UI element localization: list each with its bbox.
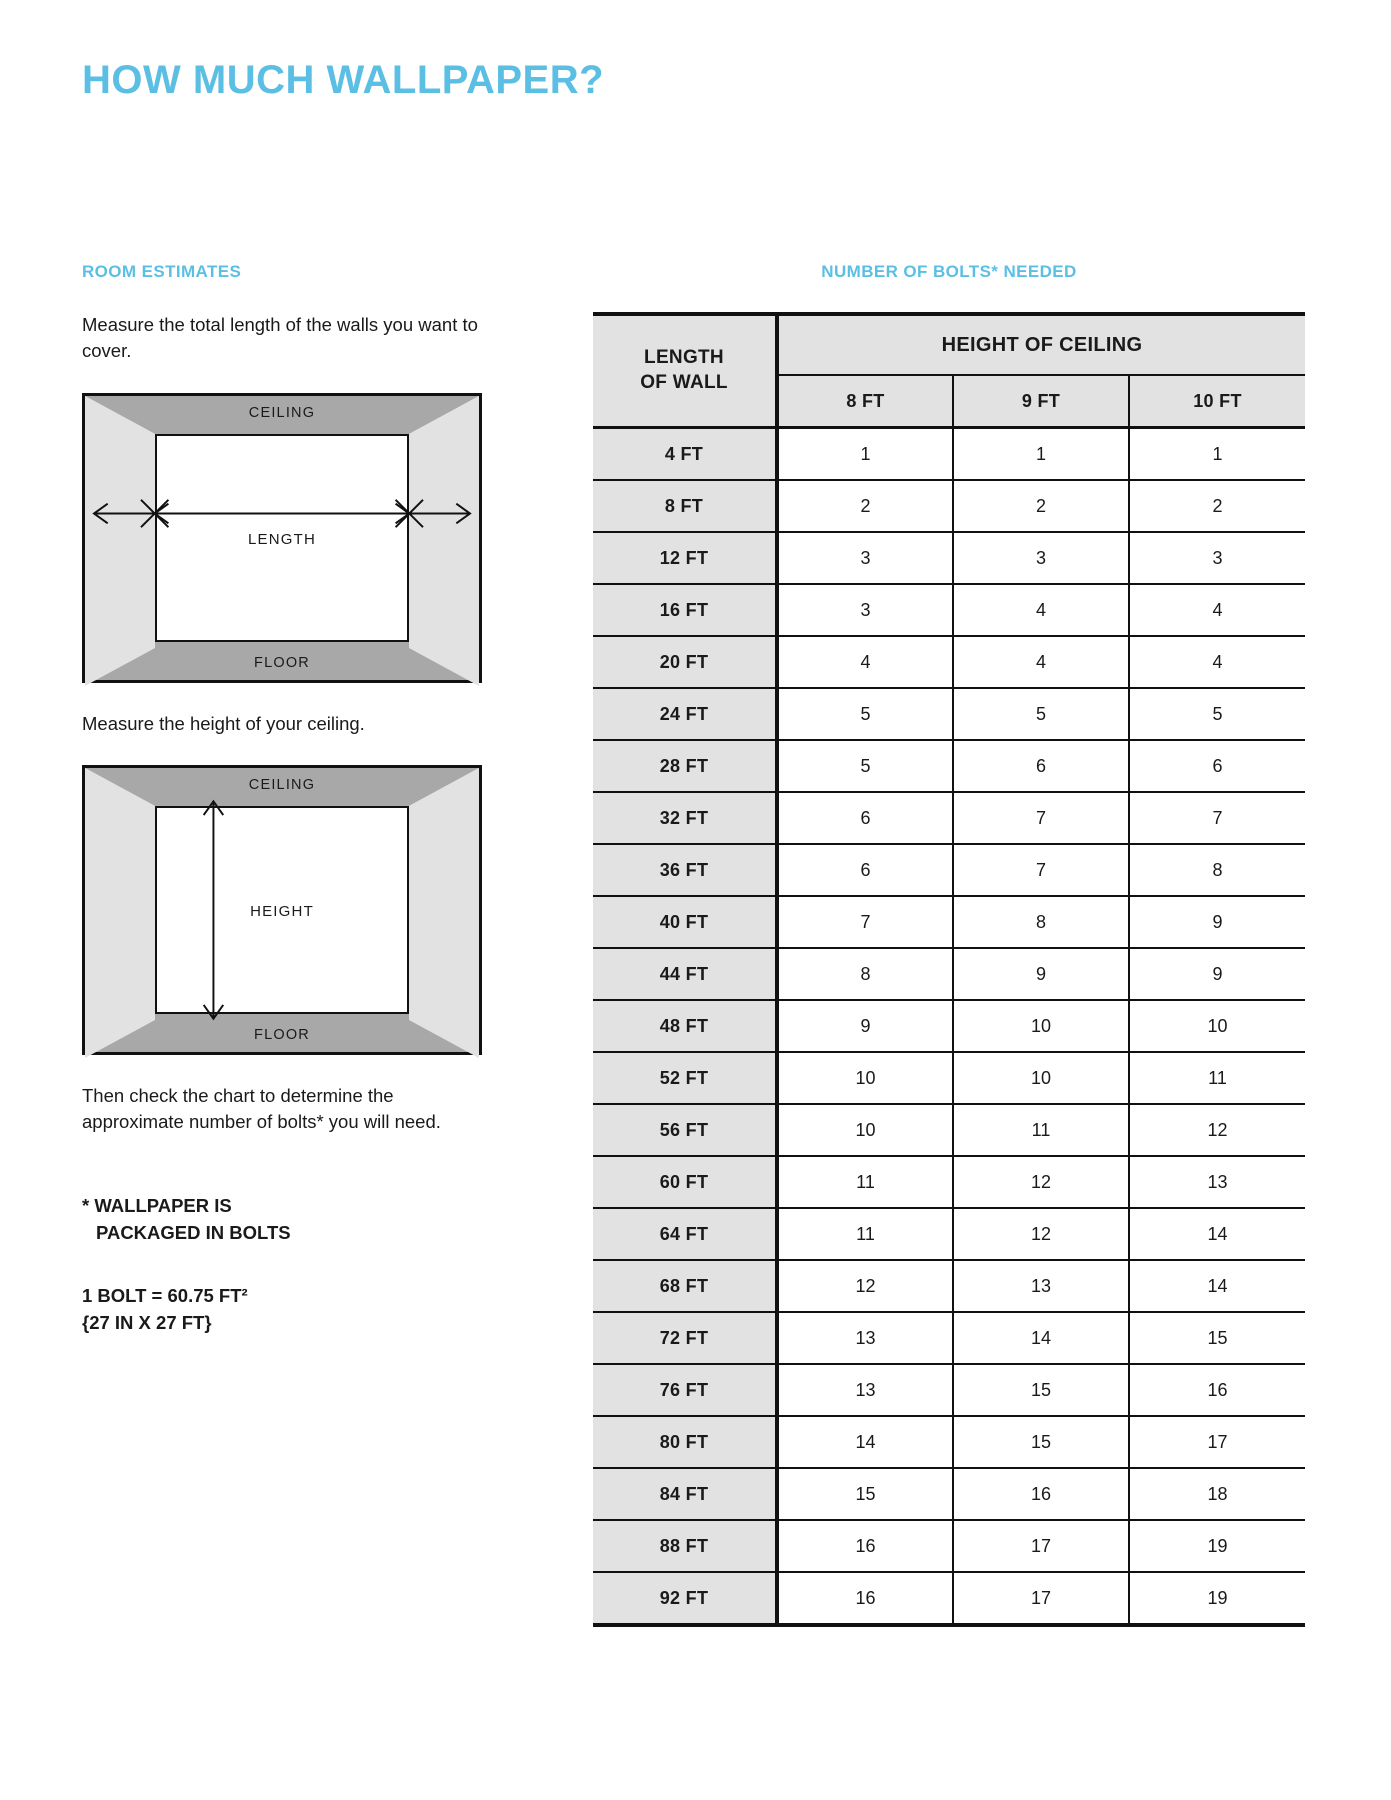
cell-bolts-9ft: 14 <box>953 1312 1129 1364</box>
cell-wall-length: 16 FT <box>593 584 777 636</box>
cell-bolts-8ft: 8 <box>777 948 953 1000</box>
cell-wall-length: 48 FT <box>593 1000 777 1052</box>
length-label: LENGTH <box>247 530 317 548</box>
step-1-text: Measure the total length of the walls you want to cover. <box>82 314 478 362</box>
header-length-line-2: OF WALL <box>640 372 728 393</box>
cell-bolts-10ft: 2 <box>1129 480 1305 532</box>
column-header-9ft: 9 FT <box>953 375 1129 428</box>
table-body <box>593 428 1305 1626</box>
cell-bolts-10ft: 12 <box>1129 1104 1305 1156</box>
cell-bolts-8ft: 4 <box>777 636 953 688</box>
cell-bolts-8ft: 5 <box>777 688 953 740</box>
cell-wall-length: 12 FT <box>593 532 777 584</box>
cell-bolts-10ft: 17 <box>1129 1416 1305 1468</box>
cell-bolts-8ft: 7 <box>777 896 953 948</box>
ceiling-label: CEILING <box>248 404 316 421</box>
cell-bolts-9ft: 12 <box>953 1156 1129 1208</box>
table-head <box>593 314 1305 428</box>
cell-wall-length: 64 FT <box>593 1208 777 1260</box>
table-row <box>593 1000 1305 1052</box>
cell-wall-length: 60 FT <box>593 1156 777 1208</box>
bolt-area-line: 1 BOLT = 60.75 FT² <box>82 1284 248 1306</box>
cell-bolts-8ft: 11 <box>777 1156 953 1208</box>
cell-wall-length: 32 FT <box>593 792 777 844</box>
cell-wall-length: 76 FT <box>593 1364 777 1416</box>
table-row <box>593 896 1305 948</box>
cell-bolts-10ft: 5 <box>1129 688 1305 740</box>
cell-bolts-10ft: 4 <box>1129 584 1305 636</box>
table-row <box>593 1468 1305 1520</box>
cell-wall-length: 56 FT <box>593 1104 777 1156</box>
bolt-dimensions-line: {27 IN X 27 FT} <box>82 1311 212 1333</box>
table-row <box>593 584 1305 636</box>
header-length-of-wall <box>593 314 777 428</box>
cell-wall-length: 44 FT <box>593 948 777 1000</box>
cell-bolts-9ft: 17 <box>953 1520 1129 1572</box>
table-row <box>593 428 1305 481</box>
table-row <box>593 1052 1305 1104</box>
table-row <box>593 1416 1305 1468</box>
cell-wall-length: 4 FT <box>593 428 777 481</box>
step-3-text: Then check the chart to determine the approximate number of bolts* you will need. <box>82 1084 441 1133</box>
cell-wall-length: 88 FT <box>593 1520 777 1572</box>
cell-bolts-8ft: 6 <box>777 844 953 896</box>
cell-bolts-8ft: 16 <box>777 1572 953 1625</box>
table-row <box>593 792 1305 844</box>
cell-bolts-9ft: 15 <box>953 1416 1129 1468</box>
cell-wall-length: 52 FT <box>593 1052 777 1104</box>
cell-bolts-10ft: 16 <box>1129 1364 1305 1416</box>
cell-bolts-9ft: 3 <box>953 532 1129 584</box>
bolt-conversion <box>82 1283 482 1337</box>
cell-bolts-10ft: 11 <box>1129 1052 1305 1104</box>
cell-bolts-9ft: 4 <box>953 636 1129 688</box>
cell-bolts-10ft: 15 <box>1129 1312 1305 1364</box>
cell-bolts-8ft: 15 <box>777 1468 953 1520</box>
bolts-table <box>593 312 1305 1627</box>
table-row <box>593 1312 1305 1364</box>
cell-bolts-10ft: 6 <box>1129 740 1305 792</box>
cell-wall-length: 80 FT <box>593 1416 777 1468</box>
cell-bolts-9ft: 10 <box>953 1000 1129 1052</box>
cell-bolts-10ft: 7 <box>1129 792 1305 844</box>
table-row <box>593 1572 1305 1625</box>
section-heading-room-estimates: ROOM ESTIMATES <box>82 262 242 281</box>
room-estimates-column <box>82 262 482 1337</box>
cell-bolts-9ft: 9 <box>953 948 1129 1000</box>
footnote-line-2: PACKAGED IN BOLTS <box>96 1222 291 1244</box>
step-2-text: Measure the height of your ceiling. <box>82 712 365 734</box>
cell-bolts-10ft: 1 <box>1129 428 1305 481</box>
cell-bolts-9ft: 16 <box>953 1468 1129 1520</box>
cell-bolts-8ft: 14 <box>777 1416 953 1468</box>
table-row <box>593 844 1305 896</box>
ceiling-label: CEILING <box>248 776 316 793</box>
height-dimension-arrows <box>85 768 479 1052</box>
column-header-8ft: 8 FT <box>777 375 953 428</box>
cell-bolts-8ft: 10 <box>777 1104 953 1156</box>
cell-wall-length: 92 FT <box>593 1572 777 1625</box>
cell-bolts-10ft: 4 <box>1129 636 1305 688</box>
cell-bolts-10ft: 9 <box>1129 948 1305 1000</box>
cell-wall-length: 40 FT <box>593 896 777 948</box>
header-height-of-ceiling: HEIGHT OF CEILING <box>777 314 1305 375</box>
cell-bolts-8ft: 1 <box>777 428 953 481</box>
cell-bolts-8ft: 13 <box>777 1364 953 1416</box>
cell-bolts-9ft: 7 <box>953 844 1129 896</box>
cell-bolts-8ft: 5 <box>777 740 953 792</box>
length-dimension-arrows <box>85 396 479 680</box>
cell-wall-length: 8 FT <box>593 480 777 532</box>
cell-bolts-8ft: 16 <box>777 1520 953 1572</box>
cell-bolts-10ft: 19 <box>1129 1572 1305 1625</box>
table-row <box>593 1156 1305 1208</box>
cell-bolts-8ft: 3 <box>777 584 953 636</box>
footnote-line-1: * WALLPAPER IS <box>82 1195 232 1217</box>
table-row <box>593 740 1305 792</box>
cell-bolts-9ft: 12 <box>953 1208 1129 1260</box>
cell-bolts-9ft: 1 <box>953 428 1129 481</box>
cell-bolts-9ft: 17 <box>953 1572 1129 1625</box>
height-label: HEIGHT <box>250 902 314 920</box>
cell-bolts-8ft: 9 <box>777 1000 953 1052</box>
floor-label: FLOOR <box>254 654 310 671</box>
cell-bolts-10ft: 18 <box>1129 1468 1305 1520</box>
cell-bolts-10ft: 9 <box>1129 896 1305 948</box>
cell-bolts-9ft: 8 <box>953 896 1129 948</box>
cell-bolts-10ft: 13 <box>1129 1156 1305 1208</box>
cell-wall-length: 24 FT <box>593 688 777 740</box>
cell-bolts-10ft: 14 <box>1129 1208 1305 1260</box>
cell-bolts-8ft: 6 <box>777 792 953 844</box>
cell-wall-length: 28 FT <box>593 740 777 792</box>
table-row <box>593 532 1305 584</box>
footnote-bolts <box>82 1193 482 1247</box>
table-row <box>593 1104 1305 1156</box>
cell-bolts-9ft: 10 <box>953 1052 1129 1104</box>
cell-wall-length: 84 FT <box>593 1468 777 1520</box>
cell-bolts-9ft: 4 <box>953 584 1129 636</box>
cell-bolts-9ft: 2 <box>953 480 1129 532</box>
table-row <box>593 1260 1305 1312</box>
header-length-line-1: LENGTH <box>644 347 724 369</box>
cell-bolts-9ft: 13 <box>953 1260 1129 1312</box>
cell-bolts-8ft: 12 <box>777 1260 953 1312</box>
column-header-10ft: 10 FT <box>1129 375 1305 428</box>
table-row <box>593 480 1305 532</box>
cell-bolts-10ft: 3 <box>1129 532 1305 584</box>
cell-bolts-10ft: 10 <box>1129 1000 1305 1052</box>
cell-bolts-8ft: 10 <box>777 1052 953 1104</box>
cell-wall-length: 20 FT <box>593 636 777 688</box>
table-row <box>593 1208 1305 1260</box>
cell-bolts-9ft: 6 <box>953 740 1129 792</box>
table-title: NUMBER OF BOLTS* NEEDED <box>821 262 1077 281</box>
cell-bolts-9ft: 11 <box>953 1104 1129 1156</box>
page-title: HOW MUCH WALLPAPER? <box>82 58 605 102</box>
room-diagram-height <box>82 765 482 1055</box>
table-row <box>593 1520 1305 1572</box>
cell-bolts-9ft: 7 <box>953 792 1129 844</box>
cell-bolts-8ft: 11 <box>777 1208 953 1260</box>
cell-bolts-9ft: 15 <box>953 1364 1129 1416</box>
table-row <box>593 948 1305 1000</box>
table-row <box>593 1364 1305 1416</box>
table-row <box>593 636 1305 688</box>
table-row <box>593 688 1305 740</box>
cell-wall-length: 68 FT <box>593 1260 777 1312</box>
bolts-table-section <box>593 262 1305 1627</box>
cell-bolts-8ft: 13 <box>777 1312 953 1364</box>
cell-bolts-8ft: 2 <box>777 480 953 532</box>
room-diagram-length <box>82 393 482 683</box>
cell-bolts-10ft: 8 <box>1129 844 1305 896</box>
floor-label: FLOOR <box>254 1026 310 1043</box>
cell-wall-length: 36 FT <box>593 844 777 896</box>
cell-bolts-10ft: 19 <box>1129 1520 1305 1572</box>
cell-bolts-10ft: 14 <box>1129 1260 1305 1312</box>
cell-bolts-8ft: 3 <box>777 532 953 584</box>
cell-bolts-9ft: 5 <box>953 688 1129 740</box>
cell-wall-length: 72 FT <box>593 1312 777 1364</box>
